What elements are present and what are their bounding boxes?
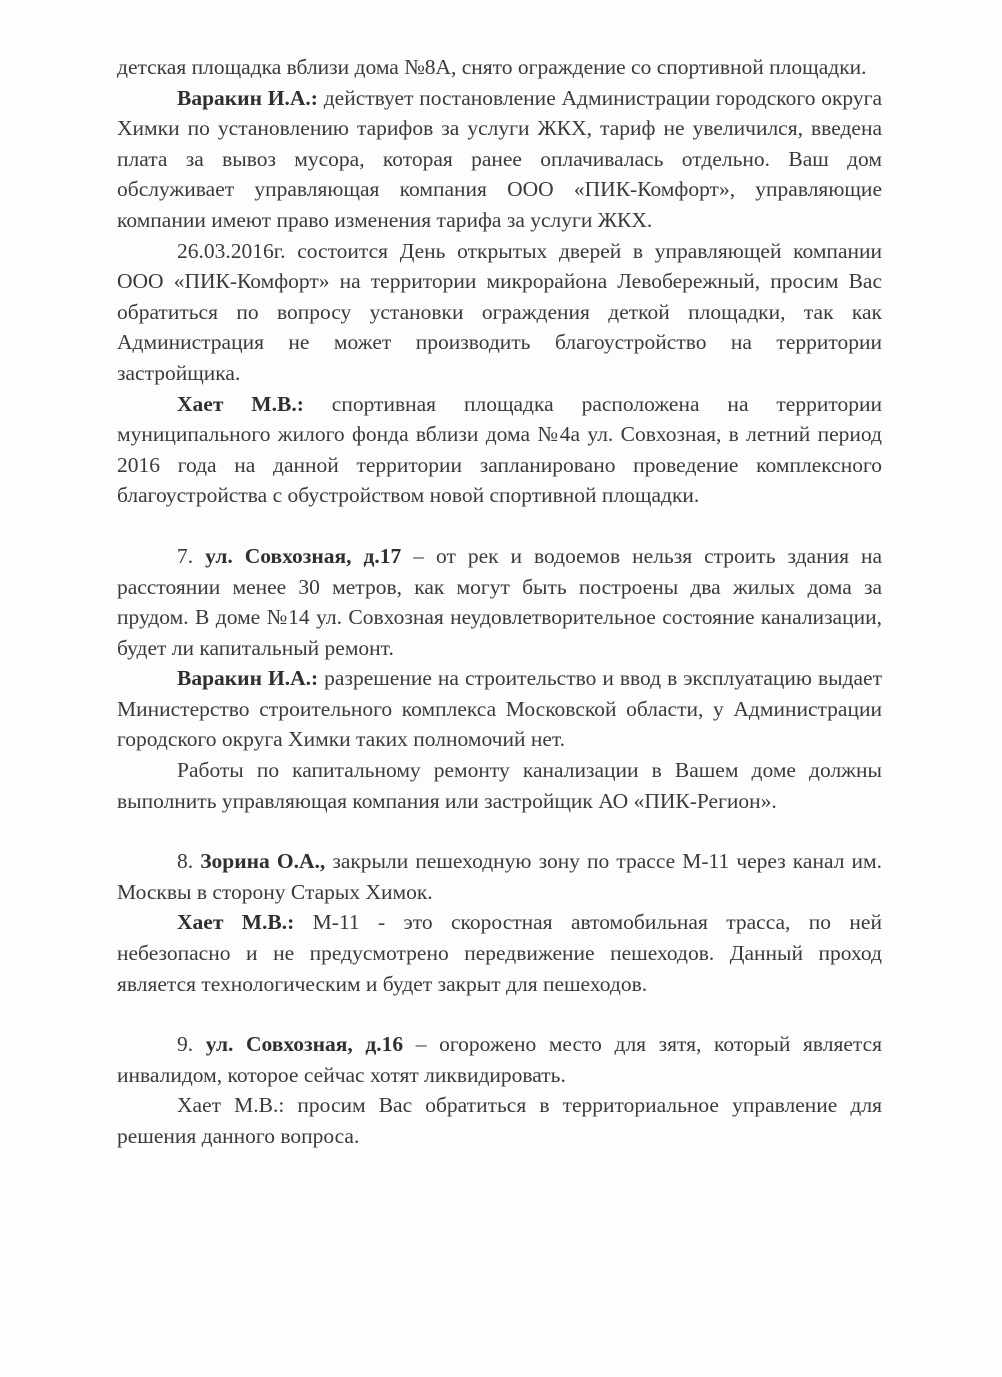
question-address: ул. Совхозная, д.17	[205, 543, 402, 568]
paragraph-text: разрешение на строительство и ввод в эксплуатацию выдает Министерство строительного комплекса Московской области, у Администрации городского округа Химки таких полномочий нет.	[117, 666, 882, 752]
speaker-name: Хает М.В.:	[177, 391, 304, 416]
paragraph-text: Работы по капитальному ремонту канализации в Вашем доме должны выполнить управляющая компания или застройщик АО «ПИК-Регион».	[117, 758, 882, 813]
paragraph-varakin-answer-1	[117, 83, 882, 236]
paragraph-text: 26.03.2016г. состоится День открытых дверей в управляющей компании ООО «ПИК-Комфорт» на территории микрорайона Левобережный, просим Вас обратиться по вопросу установки ограждения деткой площадки, так как Администрация не может производить благоустройство на территории застройщика.	[117, 238, 882, 385]
speaker-name: Варакин И.А.:	[177, 666, 319, 691]
paragraph-text: М-11 - это скоростная автомобильная трасса, по ней небезопасно и не предусмотрено передвижение пешеходов. Данный проход является технологическим и будет закрыт для пешеходов.	[117, 910, 882, 996]
question-author: Зорина О.А.,	[200, 849, 326, 874]
paragraph-repair-works	[117, 755, 882, 816]
paragraph-varakin-answer-2	[117, 663, 882, 755]
paragraph-question-7	[117, 541, 882, 663]
item-number: 8.	[177, 849, 201, 874]
paragraph-text: детская площадка вблизи дома №8А, снято ограждение со спортивной площадки.	[117, 55, 867, 79]
paragraph-khaet-answer-1	[117, 389, 882, 511]
item-number: 7.	[177, 543, 206, 568]
paragraph-text: спортивная площадка расположена на территории муниципального жилого фонда вблизи дома №4а ул. Совхозная, в летний период 2016 года на данной территории запланировано проведение комплексного благоустройства с обустройством новой спортивной площадки.	[117, 391, 882, 508]
item-number: 9.	[177, 1032, 206, 1057]
paragraph-continuation	[117, 52, 882, 83]
paragraph-text: закрыли пешеходную зону по трассе М-11 через канал им. Москвы в сторону Старых Химок.	[117, 849, 883, 904]
paragraph-question-8	[117, 846, 882, 907]
paragraph-open-day	[117, 236, 882, 389]
paragraph-text: Хает М.В.: просим Вас обратиться в территориальное управление для решения данного вопроса.	[117, 1093, 882, 1148]
paragraph-khaet-answer-3	[117, 1090, 882, 1151]
paragraph-text: – огорожено место для зятя, который является инвалидом, которое сейчас хотят ликвидировать.	[117, 1032, 882, 1087]
question-address: ул. Совхозная, д.16	[205, 1032, 404, 1057]
speaker-name: Хает М.В.:	[177, 910, 295, 935]
paragraph-text: действует постановление Администрации городского округа Химки по установлению тарифов за услуги ЖКХ, тариф не увеличился, введена плата за вывоз мусора, которая ранее оплачивалась отдельно. Ваш дом обслуживает управляющая компания ООО «ПИК-Комфорт», управляющие компании имеют право изменения тарифа за услуги ЖКХ.	[117, 85, 883, 232]
paragraph-text: – от рек и водоемов нельзя строить здания на расстоянии менее 30 метров, как могут быть построены два жилых дома за прудом. В доме №14 ул. Совхозная неудовлетворительное состояние канализации, будет ли капитальный ремонт.	[117, 543, 882, 660]
document-body	[117, 52, 882, 1152]
paragraph-question-9	[117, 1029, 882, 1090]
speaker-name: Варакин И.А.:	[177, 85, 318, 110]
paragraph-khaet-answer-2	[117, 907, 882, 999]
